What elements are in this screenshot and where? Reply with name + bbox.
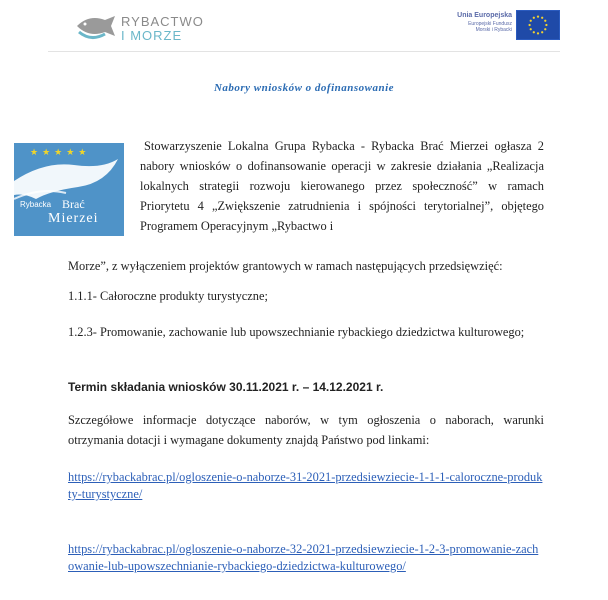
rybacka-brac-mierzei-logo bbox=[14, 143, 124, 236]
info-paragraph: Szczegółowe informacje dotyczące naborów, w tym ogłoszenia o naborach, warunki otrzymania dotacji i wymagane dokumenty znajdą Państwo pod linkami: bbox=[68, 413, 544, 447]
page-header bbox=[0, 0, 608, 52]
link-nabor-32[interactable]: https://rybackabrac.pl/ogloszenie-o-naborze-32-2021-przedsiewziecie-1-2-3-promowanie-zachowanie-lub-upowszechnianie-rybackiego-dziedzictwa-kulturowego/ bbox=[68, 542, 539, 573]
eu-logo bbox=[446, 8, 564, 44]
page-title: Nabory wniosków o dofinansowanie bbox=[213, 82, 395, 94]
announcement-paragraph-end: Morze”, z wyłączeniem projektów grantowych w ramach następujących przedsięwzięć: bbox=[68, 259, 503, 273]
logo-text-rybactwo: RYBACTWO bbox=[121, 14, 204, 29]
rybactwo-i-morze-logo bbox=[75, 10, 230, 44]
stars-icon: ★★★★★ bbox=[30, 147, 91, 157]
logo-text-i-morze: I MORZE bbox=[121, 28, 183, 43]
eu-fund-line-2: Morski i Rybacki bbox=[475, 27, 512, 33]
eu-fund-line: Europejski Fundusz bbox=[468, 21, 512, 27]
deadline-text: Termin składania wniosków 30.11.2021 r. – 14.12.2021 r. bbox=[68, 380, 384, 394]
announcement-paragraph: Stowarzyszenie Lokalna Grupa Rybacka - Rybacka Brać Mierzei ogłasza 2 nabory wniosków o dofinansowanie operacji w zakresie działania „Realizacja lokalnych strategii rozwoju kierowanego przez społeczność” w ramach Priorytetu 4 „Zwiększenie zatrudnienia i spójności terytorialnej”, objętego Programem Operacyjnym „Rybactwo i bbox=[140, 139, 544, 233]
list-item: 1.2.3- Promowanie, zachowanie lub upowszechnianie rybackiego dziedzictwa kulturowego; bbox=[68, 325, 525, 339]
eu-flag-icon bbox=[516, 10, 560, 40]
logo-name-mierzei: Mierzei bbox=[48, 211, 99, 226]
fish-logo-icon bbox=[75, 12, 117, 42]
header-divider bbox=[48, 51, 560, 52]
eu-title: Unia Europejska bbox=[457, 12, 512, 19]
logo-name-brac: Brać bbox=[62, 197, 85, 211]
list-item: 1.1.1- Całoroczne produkty turystyczne; bbox=[68, 289, 268, 303]
logo-name-rybacka: Rybacka bbox=[20, 200, 52, 209]
link-nabor-31[interactable]: https://rybackabrac.pl/ogloszenie-o-naborze-31-2021-przedsiewziecie-1-1-1-caloroczne-produkty-turystyczne/ bbox=[68, 470, 543, 501]
